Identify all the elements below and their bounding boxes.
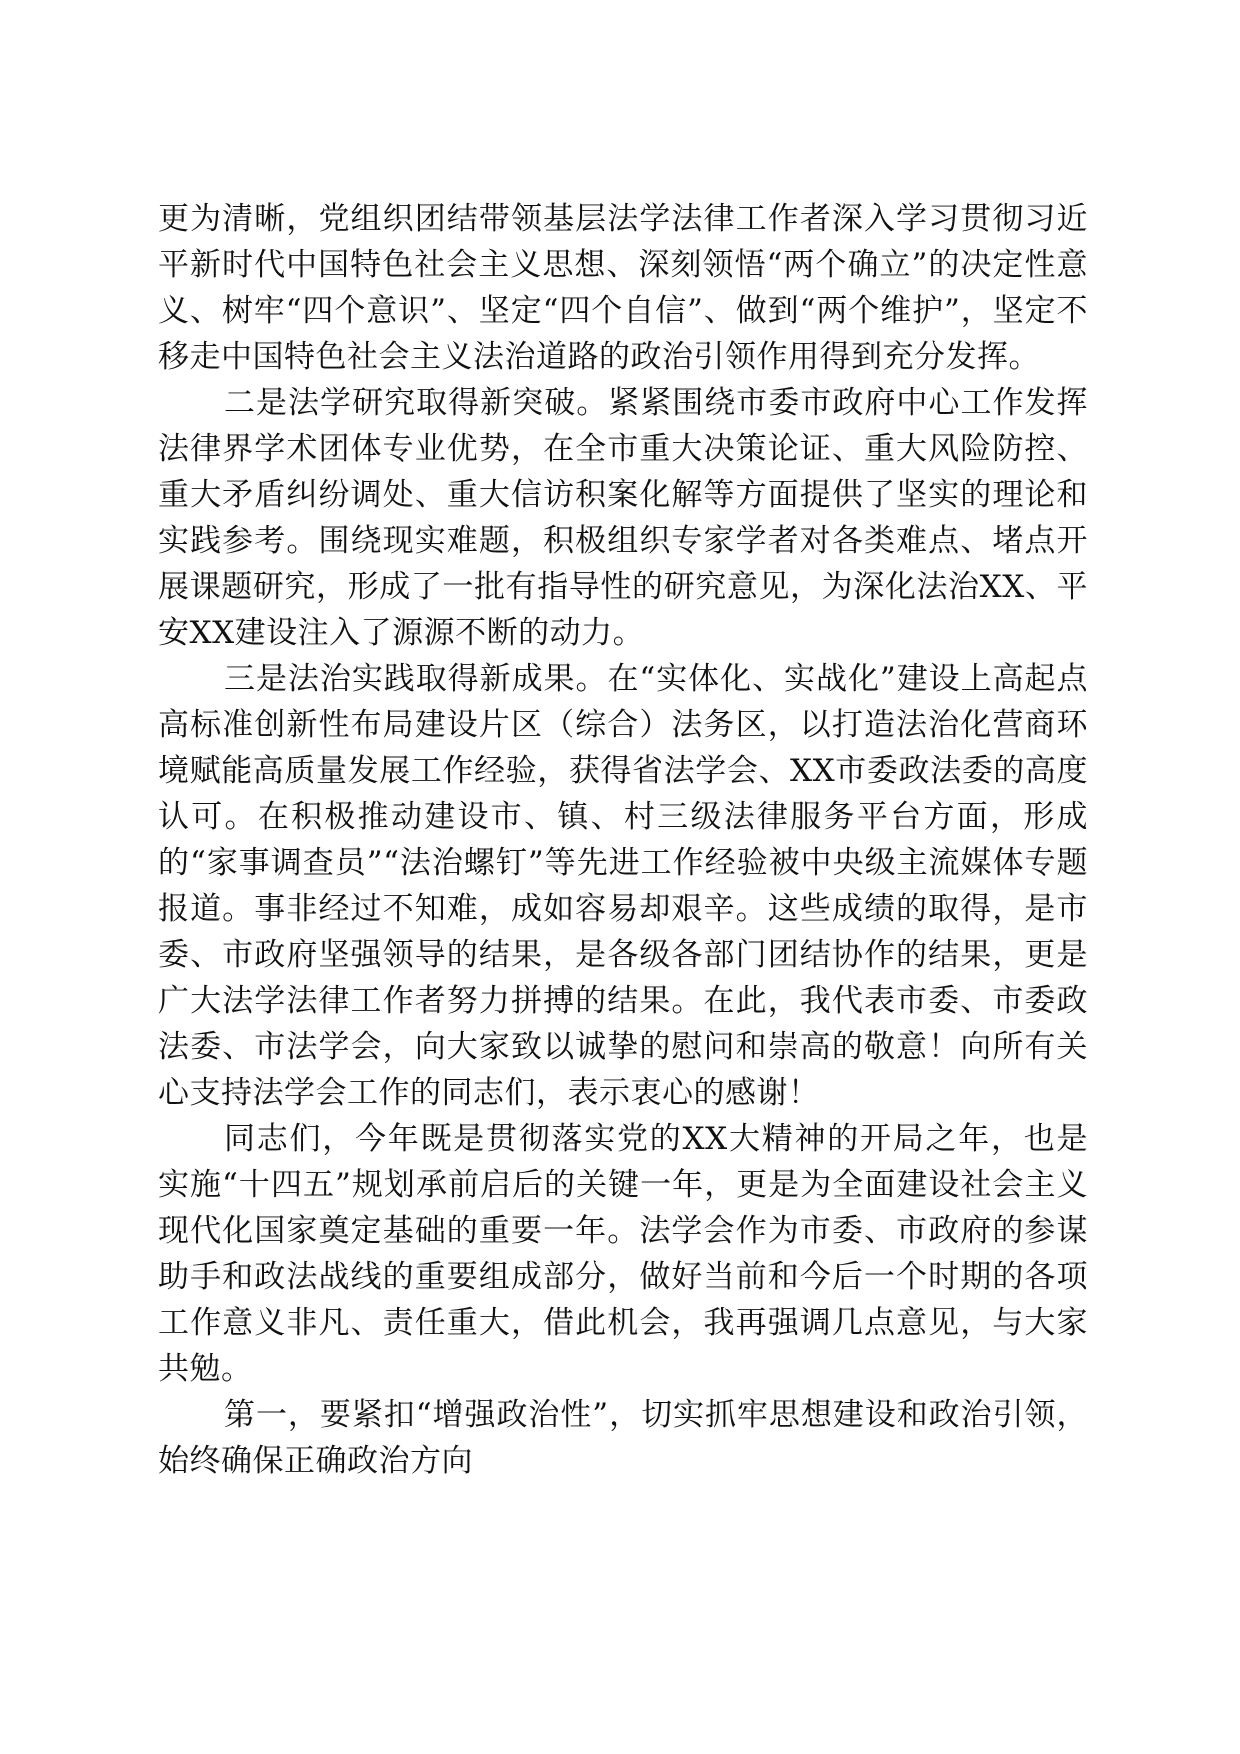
paragraph-1: 更为清晰，党组织团结带领基层法学法律工作者深入学习贯彻习近平新时代中国特色社会主义思想、深刻领悟“两个确立”的决定性意义、树牢“四个意识”、坚定“四个自信”、做到“两个维护”，坚定不移走中国特色社会主义法治道路的政治引领作用得到充分发挥。 xyxy=(158,201,1088,375)
paragraph-4: 同志们，今年既是贯彻落实党的XX大精神的开局之年，也是实施“十四五”规划承前启后的关键一年，更是为全面建设社会主义现代化国家奠定基础的重要一年。法学会作为市委、市政府的参谋助手和政法战线的重要组成部分，做好当前和今后一个时期的各项工作意义非凡、责任重大，借此机会，我再强调几点意见，与大家共勉。 xyxy=(158,1121,1088,1387)
paragraph-2: 二是法学研究取得新突破。紧紧围绕市委市政府中心工作发挥法律界学术团体专业优势，在全市重大决策论证、重大风险防控、重大矛盾纠纷调处、重大信访积案化解等方面提供了坚实的理论和实践参考。围绕现实难题，积极组织专家学者对各类难点、堵点开展课题研究，形成了一批有指导性的研究意见，为深化法治XX、平安XX建设注入了源源不断的动力。 xyxy=(158,385,1088,651)
paragraph-3: 三是法治实践取得新成果。在“实体化、实战化”建设上高起点高标准创新性布局建设片区（综合）法务区，以打造法治化营商环境赋能高质量发展工作经验，获得省法学会、XX市委政法委的高度认可。在积极推动建设市、镇、村三级法律服务平台方面，形成的“家事调查员”“法治螺钉”等先进工作经验被中央级主流媒体专题报道。事非经过不知难，成如容易却艰辛。这些成绩的取得，是市委、市政府坚强领导的结果，是各级各部门团结协作的结果，更是广大法学法律工作者努力拼搏的结果。在此，我代表市委、市委政法委、市法学会，向大家致以诚挚的慰问和崇高的敬意！向所有关心支持法学会工作的同志们，表示衷心的感谢！ xyxy=(158,661,1088,1111)
paragraph-5: 第一，要紧扣“增强政治性”，切实抓牢思想建设和政治引领，始终确保正确政治方向 xyxy=(158,1397,1088,1479)
document-body xyxy=(158,196,1088,1484)
